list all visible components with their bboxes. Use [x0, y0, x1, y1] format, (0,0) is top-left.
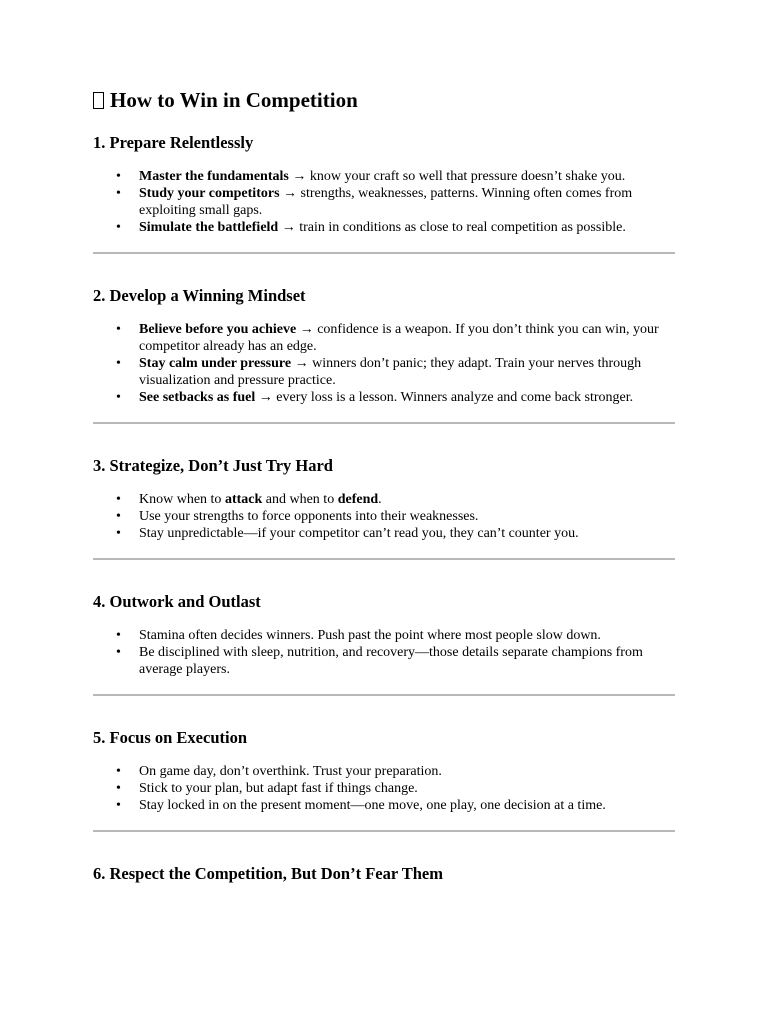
- item-text: every loss is a lesson. Winners analyze and come back stronger.: [276, 390, 634, 405]
- arrow-icon: →: [296, 322, 318, 337]
- item-text: confidence is a weapon. If you don’t think you can win, your competitor already has an edge.: [139, 322, 659, 354]
- item-text: winners don’t panic; they adapt. Train your nerves through visualization and pressure practice.: [139, 356, 642, 388]
- list-item: [139, 491, 675, 508]
- arrow-icon: →: [255, 390, 277, 405]
- item-bold-label: Stay calm under pressure: [139, 356, 292, 371]
- item-bold-label: See setbacks as fuel: [139, 390, 256, 405]
- section-prepare: [93, 132, 675, 236]
- section-heading: 6. Respect the Competition, But Don’t Fear Them: [93, 864, 443, 883]
- item-text: and when to: [262, 492, 338, 507]
- section-strategize: [93, 455, 675, 542]
- list-item: [139, 644, 675, 678]
- list-item: [139, 168, 675, 185]
- section-divider: [93, 558, 675, 560]
- section-divider: [93, 252, 675, 254]
- item-bold-label: defend: [337, 492, 379, 507]
- list-item: [139, 508, 675, 525]
- item-bold-label: Believe before you achieve: [139, 322, 297, 337]
- item-text: know your craft so well that pressure doesn’t shake you.: [309, 169, 626, 184]
- section-mindset: [93, 285, 675, 406]
- section-divider: [93, 694, 675, 696]
- section-execution: [93, 727, 675, 814]
- item-text: Use your strengths to force opponents into their weaknesses.: [139, 509, 479, 524]
- bullet-list: [93, 168, 675, 236]
- section-heading: 1. Prepare Relentlessly: [93, 133, 254, 152]
- item-text: Stick to your plan, but adapt fast if things change.: [139, 781, 418, 796]
- arrow-icon: →: [279, 186, 301, 201]
- section-heading: 4. Outwork and Outlast: [93, 592, 261, 611]
- bullet-list: [93, 627, 675, 678]
- page-title-text: How to Win in Competition: [110, 88, 358, 112]
- section-heading: 3. Strategize, Don’t Just Try Hard: [93, 456, 333, 475]
- section-respect: [93, 863, 675, 885]
- section-divider: [93, 830, 675, 832]
- arrow-icon: →: [278, 220, 300, 235]
- section-outwork: [93, 591, 675, 678]
- section-heading: 5. Focus on Execution: [93, 728, 248, 747]
- item-bold-label: Study your competitors: [139, 186, 280, 201]
- item-text: Stay unpredictable—if your competitor can’t read you, they can’t counter you.: [139, 526, 579, 541]
- section-divider: [93, 422, 675, 424]
- item-bold-label: Master the fundamentals: [139, 169, 289, 184]
- item-bold-label: attack: [224, 492, 263, 507]
- list-item: [139, 797, 675, 814]
- bullet-list: [93, 491, 675, 542]
- arrow-icon: →: [291, 356, 313, 371]
- item-text: train in conditions as close to real competition as possible.: [299, 220, 626, 235]
- item-text: Stay locked in on the present moment—one move, one play, one decision at a time.: [139, 798, 606, 813]
- list-item: [139, 525, 675, 542]
- bullet-list: [93, 321, 675, 406]
- trophy-icon: [93, 92, 104, 109]
- item-text: Be disciplined with sleep, nutrition, and recovery—those details separate champions from average players.: [139, 645, 643, 677]
- list-item: [139, 780, 675, 797]
- list-item: [139, 321, 675, 355]
- item-text: .: [378, 492, 382, 507]
- item-text: On game day, don’t overthink. Trust your preparation.: [139, 764, 442, 779]
- list-item: [139, 627, 675, 644]
- section-heading: 2. Develop a Winning Mindset: [93, 286, 306, 305]
- list-item: [139, 185, 675, 219]
- list-item: [139, 763, 675, 780]
- page-title: [93, 86, 675, 114]
- item-bold-label: Simulate the battlefield: [139, 220, 279, 235]
- bullet-list: [93, 763, 675, 814]
- list-item: [139, 389, 675, 406]
- item-text: Know when to: [139, 492, 225, 507]
- item-text: strengths, weaknesses, patterns. Winning often comes from exploiting small gaps.: [139, 186, 633, 218]
- list-item: [139, 355, 675, 389]
- list-item: [139, 219, 675, 236]
- item-text: Stamina often decides winners. Push past the point where most people slow down.: [139, 628, 601, 643]
- arrow-icon: →: [288, 169, 310, 184]
